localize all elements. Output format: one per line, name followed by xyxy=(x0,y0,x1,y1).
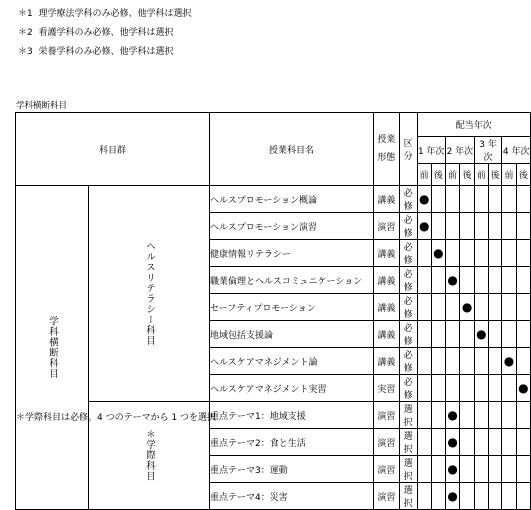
schedule-cell xyxy=(460,321,474,348)
category-cell: 必修 xyxy=(399,375,417,402)
schedule-cell xyxy=(460,267,474,294)
type-cell: 演習 xyxy=(374,456,400,483)
schedule-cell xyxy=(502,240,516,267)
note-1 xyxy=(18,8,191,20)
schedule-cell xyxy=(445,348,459,375)
schedule-mark: ● xyxy=(474,321,488,348)
schedule-cell xyxy=(474,402,488,429)
schedule-cell xyxy=(474,294,488,321)
course-table-body xyxy=(16,186,531,510)
schedule-cell xyxy=(417,294,431,321)
group-label-cell xyxy=(16,186,89,510)
schedule-cell xyxy=(460,375,474,402)
type-cell: 演習 xyxy=(374,429,400,456)
schedule-cell xyxy=(417,348,431,375)
header-year-1: 1 年次 xyxy=(417,137,445,164)
type-cell: 講義 xyxy=(374,348,400,375)
header-category: 区分 xyxy=(399,113,417,186)
schedule-cell xyxy=(474,429,488,456)
subject-cell: 重点テーマ1：地域支援 xyxy=(210,402,374,429)
schedule-cell xyxy=(516,483,530,510)
subgroup-label: ＊学際科目 xyxy=(144,429,155,482)
subject-cell: ヘルスケアマネジメント論 xyxy=(210,348,374,375)
category-cell: 必修 xyxy=(399,348,417,375)
header-year-2: 2 年次 xyxy=(445,137,474,164)
schedule-cell xyxy=(431,348,445,375)
schedule-cell xyxy=(431,402,445,429)
header-type xyxy=(374,113,400,186)
schedule-mark: ● xyxy=(445,267,459,294)
schedule-cell xyxy=(417,375,431,402)
schedule-cell xyxy=(488,321,501,348)
schedule-cell xyxy=(502,429,516,456)
schedule-cell xyxy=(516,348,530,375)
schedule-cell xyxy=(445,321,459,348)
schedule-cell xyxy=(431,456,445,483)
header-term: 後 xyxy=(516,164,530,186)
schedule-mark: ● xyxy=(445,402,459,429)
category-cell: 必修 xyxy=(399,240,417,267)
schedule-cell xyxy=(431,321,445,348)
schedule-mark: ● xyxy=(431,240,445,267)
schedule-cell xyxy=(445,375,459,402)
schedule-cell xyxy=(488,348,501,375)
schedule-cell xyxy=(502,402,516,429)
schedule-cell xyxy=(417,321,431,348)
subgroup-label-cell xyxy=(89,186,210,402)
course-table xyxy=(15,112,531,510)
schedule-cell xyxy=(502,375,516,402)
schedule-cell xyxy=(516,267,530,294)
schedule-cell xyxy=(502,321,516,348)
schedule-cell xyxy=(488,186,501,213)
subject-cell: 重点テーマ2：食と生活 xyxy=(210,429,374,456)
schedule-cell xyxy=(431,483,445,510)
type-cell: 講義 xyxy=(374,321,400,348)
category-cell: 必修 xyxy=(399,321,417,348)
header-term: 後 xyxy=(460,164,474,186)
schedule-mark: ● xyxy=(516,375,530,402)
subject-cell: セーフティプロモーション xyxy=(210,294,374,321)
header-type-text: 授業形態 xyxy=(377,135,396,163)
header-term: 前 xyxy=(474,164,488,186)
schedule-cell xyxy=(460,402,474,429)
schedule-cell xyxy=(516,186,530,213)
section-title: 学科横断科目 xyxy=(16,101,68,111)
schedule-cell xyxy=(474,267,488,294)
subject-cell: 職業倫理とヘルスコミュニケーション xyxy=(210,267,374,294)
schedule-cell xyxy=(474,186,488,213)
schedule-cell xyxy=(431,213,445,240)
subject-cell: ヘルスケアマネジメント実習 xyxy=(210,375,374,402)
schedule-cell xyxy=(516,429,530,456)
schedule-cell xyxy=(460,348,474,375)
type-cell: 講義 xyxy=(374,240,400,267)
category-cell: 選択 xyxy=(399,456,417,483)
schedule-cell xyxy=(502,213,516,240)
schedule-cell xyxy=(488,483,501,510)
schedule-cell xyxy=(431,375,445,402)
subject-cell: 重点テーマ4：災害 xyxy=(210,483,374,510)
schedule-cell xyxy=(460,483,474,510)
category-cell: 選択 xyxy=(399,483,417,510)
header-year-group: 配当年次 xyxy=(417,113,530,137)
schedule-cell xyxy=(502,294,516,321)
schedule-mark: ● xyxy=(460,294,474,321)
schedule-cell xyxy=(502,456,516,483)
header-term: 前 xyxy=(502,164,516,186)
schedule-cell xyxy=(474,456,488,483)
schedule-cell xyxy=(502,186,516,213)
group-label: 学科横断科目 xyxy=(47,316,58,379)
schedule-cell xyxy=(516,402,530,429)
subject-cell: 健康情報リテラシー xyxy=(210,240,374,267)
schedule-cell xyxy=(488,429,501,456)
category-cell: 選択 xyxy=(399,429,417,456)
note-1-text: 理学療法学科のみ必修、他学科は選択 xyxy=(38,9,192,19)
schedule-cell xyxy=(445,186,459,213)
schedule-mark: ● xyxy=(445,456,459,483)
schedule-mark: ● xyxy=(417,213,431,240)
type-cell: 講義 xyxy=(374,267,400,294)
note-2 xyxy=(18,27,173,39)
schedule-cell xyxy=(417,456,431,483)
header-term: 後 xyxy=(488,164,501,186)
schedule-cell xyxy=(474,213,488,240)
category-cell: 選択 xyxy=(399,402,417,429)
type-cell: 講義 xyxy=(374,186,400,213)
schedule-cell xyxy=(417,429,431,456)
schedule-cell xyxy=(474,240,488,267)
category-cell: 必修 xyxy=(399,267,417,294)
schedule-cell xyxy=(445,213,459,240)
schedule-cell xyxy=(460,456,474,483)
subject-cell: 地域包括支援論 xyxy=(210,321,374,348)
schedule-cell xyxy=(516,456,530,483)
schedule-cell xyxy=(516,321,530,348)
category-cell: 必修 xyxy=(399,294,417,321)
subject-cell: 重点テーマ3：運動 xyxy=(210,456,374,483)
footnote: ＊学際科目は必修。4 つのテーマから 1 つを選択 xyxy=(16,413,217,423)
schedule-mark: ● xyxy=(445,483,459,510)
schedule-cell xyxy=(417,402,431,429)
schedule-mark: ● xyxy=(502,348,516,375)
note-3-mark: ＊3 xyxy=(18,47,33,57)
note-3 xyxy=(18,46,173,58)
category-cell: 必修 xyxy=(399,186,417,213)
schedule-cell xyxy=(460,213,474,240)
schedule-cell xyxy=(431,294,445,321)
schedule-cell xyxy=(417,483,431,510)
schedule-cell xyxy=(417,267,431,294)
schedule-cell xyxy=(488,213,501,240)
schedule-cell xyxy=(502,483,516,510)
header-term: 後 xyxy=(431,164,445,186)
note-2-text: 看護学科のみ必修、他学科は選択 xyxy=(38,28,174,38)
table-row xyxy=(16,186,531,213)
subgroup-label: ヘルスリテラシー科目 xyxy=(144,241,155,346)
header-term: 前 xyxy=(445,164,459,186)
note-2-mark: ＊2 xyxy=(18,28,33,38)
type-cell: 講義 xyxy=(374,294,400,321)
type-cell: 演習 xyxy=(374,483,400,510)
schedule-cell xyxy=(431,429,445,456)
schedule-cell xyxy=(488,294,501,321)
header-group: 科目群 xyxy=(16,113,210,186)
schedule-cell xyxy=(488,402,501,429)
schedule-cell xyxy=(460,240,474,267)
note-1-mark: ＊1 xyxy=(18,9,33,19)
schedule-cell xyxy=(445,240,459,267)
schedule-cell xyxy=(417,240,431,267)
header-term: 前 xyxy=(417,164,431,186)
schedule-cell xyxy=(474,375,488,402)
schedule-cell xyxy=(431,186,445,213)
subject-cell: ヘルスプロモーション演習 xyxy=(210,213,374,240)
schedule-cell xyxy=(488,375,501,402)
schedule-cell xyxy=(502,267,516,294)
schedule-cell xyxy=(488,456,501,483)
schedule-cell xyxy=(431,267,445,294)
schedule-cell xyxy=(516,240,530,267)
schedule-cell xyxy=(474,348,488,375)
schedule-cell xyxy=(460,186,474,213)
schedule-cell xyxy=(516,294,530,321)
category-cell: 必修 xyxy=(399,213,417,240)
schedule-cell xyxy=(474,483,488,510)
header-subject: 授業科目名 xyxy=(210,113,374,186)
subject-cell: ヘルスプロモーション概論 xyxy=(210,186,374,213)
schedule-cell xyxy=(488,267,501,294)
schedule-cell xyxy=(516,213,530,240)
schedule-mark: ● xyxy=(417,186,431,213)
header-year-3: 3 年次 xyxy=(474,137,502,164)
schedule-cell xyxy=(460,429,474,456)
type-cell: 実習 xyxy=(374,375,400,402)
schedule-mark: ● xyxy=(445,429,459,456)
type-cell: 演習 xyxy=(374,213,400,240)
note-3-text: 栄養学科のみ必修、他学科は選択 xyxy=(38,47,174,57)
schedule-cell xyxy=(488,240,501,267)
type-cell: 演習 xyxy=(374,402,400,429)
header-year-4: 4 年次 xyxy=(502,137,531,164)
schedule-cell xyxy=(445,294,459,321)
